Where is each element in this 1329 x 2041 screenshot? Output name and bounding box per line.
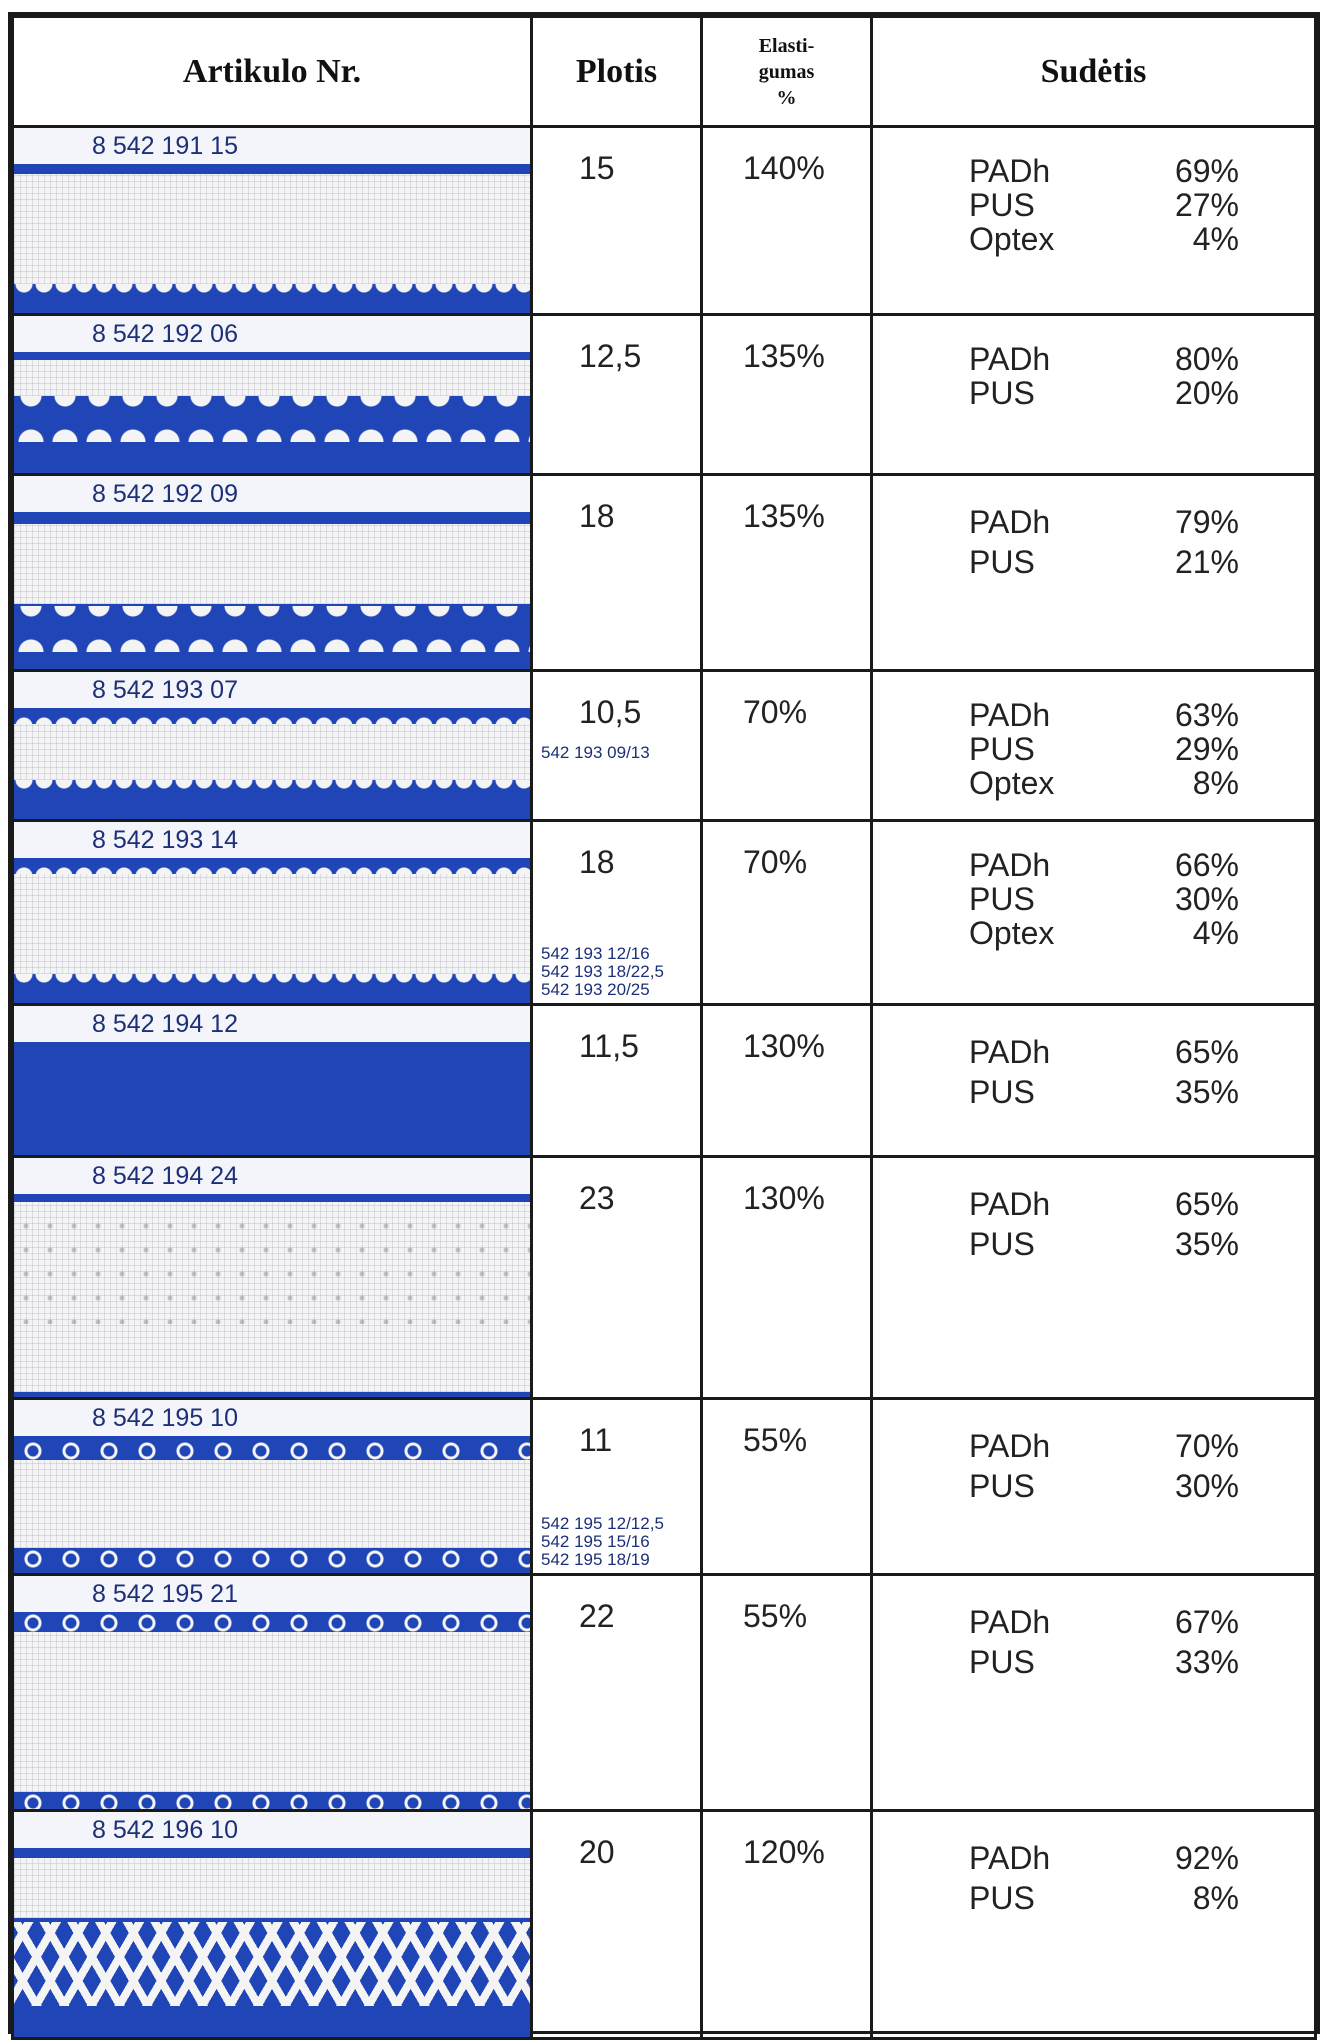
width-cell — [532, 1575, 702, 1811]
composition-percent: 30% — [1174, 1468, 1239, 1504]
composition-percent: 65% — [1174, 1186, 1239, 1222]
elasticity-cell — [702, 821, 872, 1005]
related-article: 542 195 12/12,5 — [541, 1514, 664, 1533]
header-elasticity-line-1: Elasti- — [758, 34, 815, 57]
composition-material: PADh — [969, 1604, 1051, 1640]
elasticity-cell — [702, 1811, 872, 2039]
elasticity-value: 120% — [743, 1834, 825, 1870]
elasticity-cell — [702, 475, 872, 671]
composition-cell — [872, 1005, 1316, 1157]
article-cell — [13, 821, 532, 1005]
article-number: 8 542 194 12 — [14, 1006, 530, 1042]
lace-swatch-image — [14, 512, 530, 669]
lace-swatch-image — [14, 352, 530, 473]
composition-percent: 20% — [1174, 375, 1239, 411]
composition-material: PADh — [969, 697, 1051, 733]
width-cell — [532, 671, 702, 821]
width-cell — [532, 315, 702, 475]
width-value: 23 — [579, 1180, 615, 1216]
elasticity-cell — [702, 127, 872, 315]
related-article: 542 193 18/22,5 — [541, 962, 664, 981]
composition-percent: 67% — [1174, 1604, 1239, 1640]
composition-percent: 4% — [1192, 221, 1239, 257]
composition-material: PADh — [969, 1186, 1051, 1222]
elasticity-value: 140% — [743, 150, 825, 186]
elasticity-cell — [702, 1157, 872, 1399]
width-cell — [532, 1399, 702, 1575]
elasticity-value: 135% — [743, 498, 825, 534]
related-article: 542 193 09/13 — [541, 743, 650, 762]
composition-percent: 29% — [1174, 731, 1239, 767]
related-articles — [541, 1515, 664, 1569]
elasticity-cell — [702, 315, 872, 475]
composition-cell — [872, 1811, 1316, 2039]
width-value: 15 — [579, 150, 615, 186]
composition-material: PUS — [969, 544, 1035, 580]
header-elasticity-line-3: % — [776, 86, 797, 109]
width-cell — [532, 475, 702, 671]
width-cell — [532, 1157, 702, 1399]
width-value: 11,5 — [579, 1028, 639, 1064]
width-value: 22 — [579, 1598, 615, 1634]
header-elasticity-line-2: gumas — [758, 60, 815, 83]
composition-material: PADh — [969, 341, 1051, 377]
composition-cell — [872, 821, 1316, 1005]
elasticity-value: 70% — [743, 694, 808, 730]
composition-material: PADh — [969, 153, 1051, 189]
composition-material: PADh — [969, 1428, 1051, 1464]
width-cell — [532, 821, 702, 1005]
related-article: 542 193 20/25 — [541, 980, 650, 999]
article-number: 8 542 195 10 — [14, 1400, 530, 1436]
lace-swatch-image — [14, 1194, 530, 1397]
related-article: 542 195 18/19 — [541, 1550, 650, 1569]
lace-swatch-image — [14, 708, 530, 819]
lace-swatch-image — [14, 1042, 530, 1155]
table-row — [13, 315, 1316, 475]
composition-material: PADh — [969, 504, 1051, 540]
width-value: 20 — [579, 1834, 615, 1870]
composition-percent: 92% — [1174, 1840, 1239, 1876]
composition-cell — [872, 671, 1316, 821]
composition-cell — [872, 1575, 1316, 1811]
composition-percent: 4% — [1192, 915, 1239, 951]
composition-cell — [872, 127, 1316, 315]
composition-percent: 21% — [1174, 544, 1239, 580]
composition-percent: 80% — [1174, 341, 1239, 377]
article-number: 8 542 192 06 — [14, 316, 530, 352]
composition-material: PADh — [969, 847, 1051, 883]
composition-material: PUS — [969, 1880, 1035, 1916]
composition-percent: 69% — [1174, 153, 1239, 189]
related-article: 542 193 12/16 — [541, 944, 650, 963]
composition-material: PUS — [969, 375, 1035, 411]
lace-swatch-image — [14, 164, 530, 313]
composition-material: PADh — [969, 1840, 1051, 1876]
width-cell — [532, 1005, 702, 1157]
table-row — [13, 1399, 1316, 1575]
composition-cell — [872, 475, 1316, 671]
composition-percent: 65% — [1174, 1034, 1239, 1070]
lace-swatch-image — [14, 1436, 530, 1573]
article-number: 8 542 193 07 — [14, 672, 530, 708]
width-cell — [532, 1811, 702, 2039]
table-row — [13, 671, 1316, 821]
table-header-row — [13, 17, 1316, 127]
table-row — [13, 1575, 1316, 1811]
composition-percent: 33% — [1174, 1644, 1239, 1680]
table-row — [13, 1157, 1316, 1399]
elasticity-cell — [702, 1575, 872, 1811]
elastic-lace-table — [11, 15, 1317, 2040]
article-number: 8 542 194 24 — [14, 1158, 530, 1194]
composition-material: PUS — [969, 731, 1035, 767]
lace-swatch-image — [14, 858, 530, 1003]
header-width: Plotis — [532, 17, 702, 127]
composition-percent: 35% — [1174, 1074, 1239, 1110]
width-value: 12,5 — [579, 338, 642, 374]
composition-material: PADh — [969, 1034, 1051, 1070]
elasticity-value: 130% — [743, 1180, 825, 1216]
product-table-sheet — [8, 12, 1320, 2034]
table-row — [13, 475, 1316, 671]
elasticity-value: 55% — [743, 1598, 808, 1634]
composition-cell — [872, 1157, 1316, 1399]
composition-material: Optex — [969, 915, 1055, 951]
elasticity-cell — [702, 671, 872, 821]
composition-percent: 79% — [1174, 504, 1239, 540]
composition-percent: 70% — [1174, 1428, 1239, 1464]
table-row — [13, 127, 1316, 315]
article-cell — [13, 1575, 532, 1811]
composition-material: PUS — [969, 1074, 1035, 1110]
composition-percent: 63% — [1174, 697, 1239, 733]
lace-swatch-image — [14, 1612, 530, 1809]
composition-material: Optex — [969, 765, 1055, 801]
article-cell — [13, 1399, 532, 1575]
composition-percent: 8% — [1192, 1880, 1239, 1916]
table-row — [13, 821, 1316, 1005]
elasticity-value: 130% — [743, 1028, 825, 1064]
related-articles — [541, 744, 650, 762]
composition-percent: 27% — [1174, 187, 1239, 223]
elasticity-value: 70% — [743, 844, 808, 880]
elasticity-value: 55% — [743, 1422, 808, 1458]
elasticity-cell — [702, 1005, 872, 1157]
article-cell — [13, 1811, 532, 2039]
header-composition: Sudėtis — [872, 17, 1316, 127]
composition-percent: 66% — [1174, 847, 1239, 883]
related-article: 542 195 15/16 — [541, 1532, 650, 1551]
elasticity-cell — [702, 1399, 872, 1575]
composition-material: PUS — [969, 1468, 1035, 1504]
article-number: 8 542 193 14 — [14, 822, 530, 858]
width-value: 18 — [579, 498, 615, 534]
article-cell — [13, 1157, 532, 1399]
article-cell — [13, 315, 532, 475]
composition-percent: 8% — [1192, 765, 1239, 801]
article-cell — [13, 671, 532, 821]
article-number: 8 542 196 10 — [14, 1812, 530, 1848]
composition-cell — [872, 315, 1316, 475]
composition-percent: 30% — [1174, 881, 1239, 917]
table-row — [13, 1811, 1316, 2039]
article-number: 8 542 191 15 — [14, 128, 530, 164]
composition-material: PUS — [969, 1226, 1035, 1262]
composition-material: PUS — [969, 187, 1035, 223]
composition-material: PUS — [969, 1644, 1035, 1680]
table-row — [13, 1005, 1316, 1157]
header-elasticity — [702, 17, 872, 127]
elasticity-value: 135% — [743, 338, 825, 374]
width-value: 18 — [579, 844, 615, 880]
composition-cell — [872, 1399, 1316, 1575]
composition-percent: 35% — [1174, 1226, 1239, 1262]
width-cell — [532, 127, 702, 315]
related-articles — [541, 945, 664, 999]
header-article: Artikulo Nr. — [13, 17, 532, 127]
article-cell — [13, 475, 532, 671]
article-number: 8 542 192 09 — [14, 476, 530, 512]
composition-material: Optex — [969, 221, 1055, 257]
article-cell — [13, 127, 532, 315]
lace-swatch-image — [14, 1848, 530, 2037]
article-number: 8 542 195 21 — [14, 1576, 530, 1612]
article-cell — [13, 1005, 532, 1157]
width-value: 10,5 — [579, 694, 642, 730]
composition-material: PUS — [969, 881, 1035, 917]
width-value: 11 — [579, 1422, 613, 1458]
